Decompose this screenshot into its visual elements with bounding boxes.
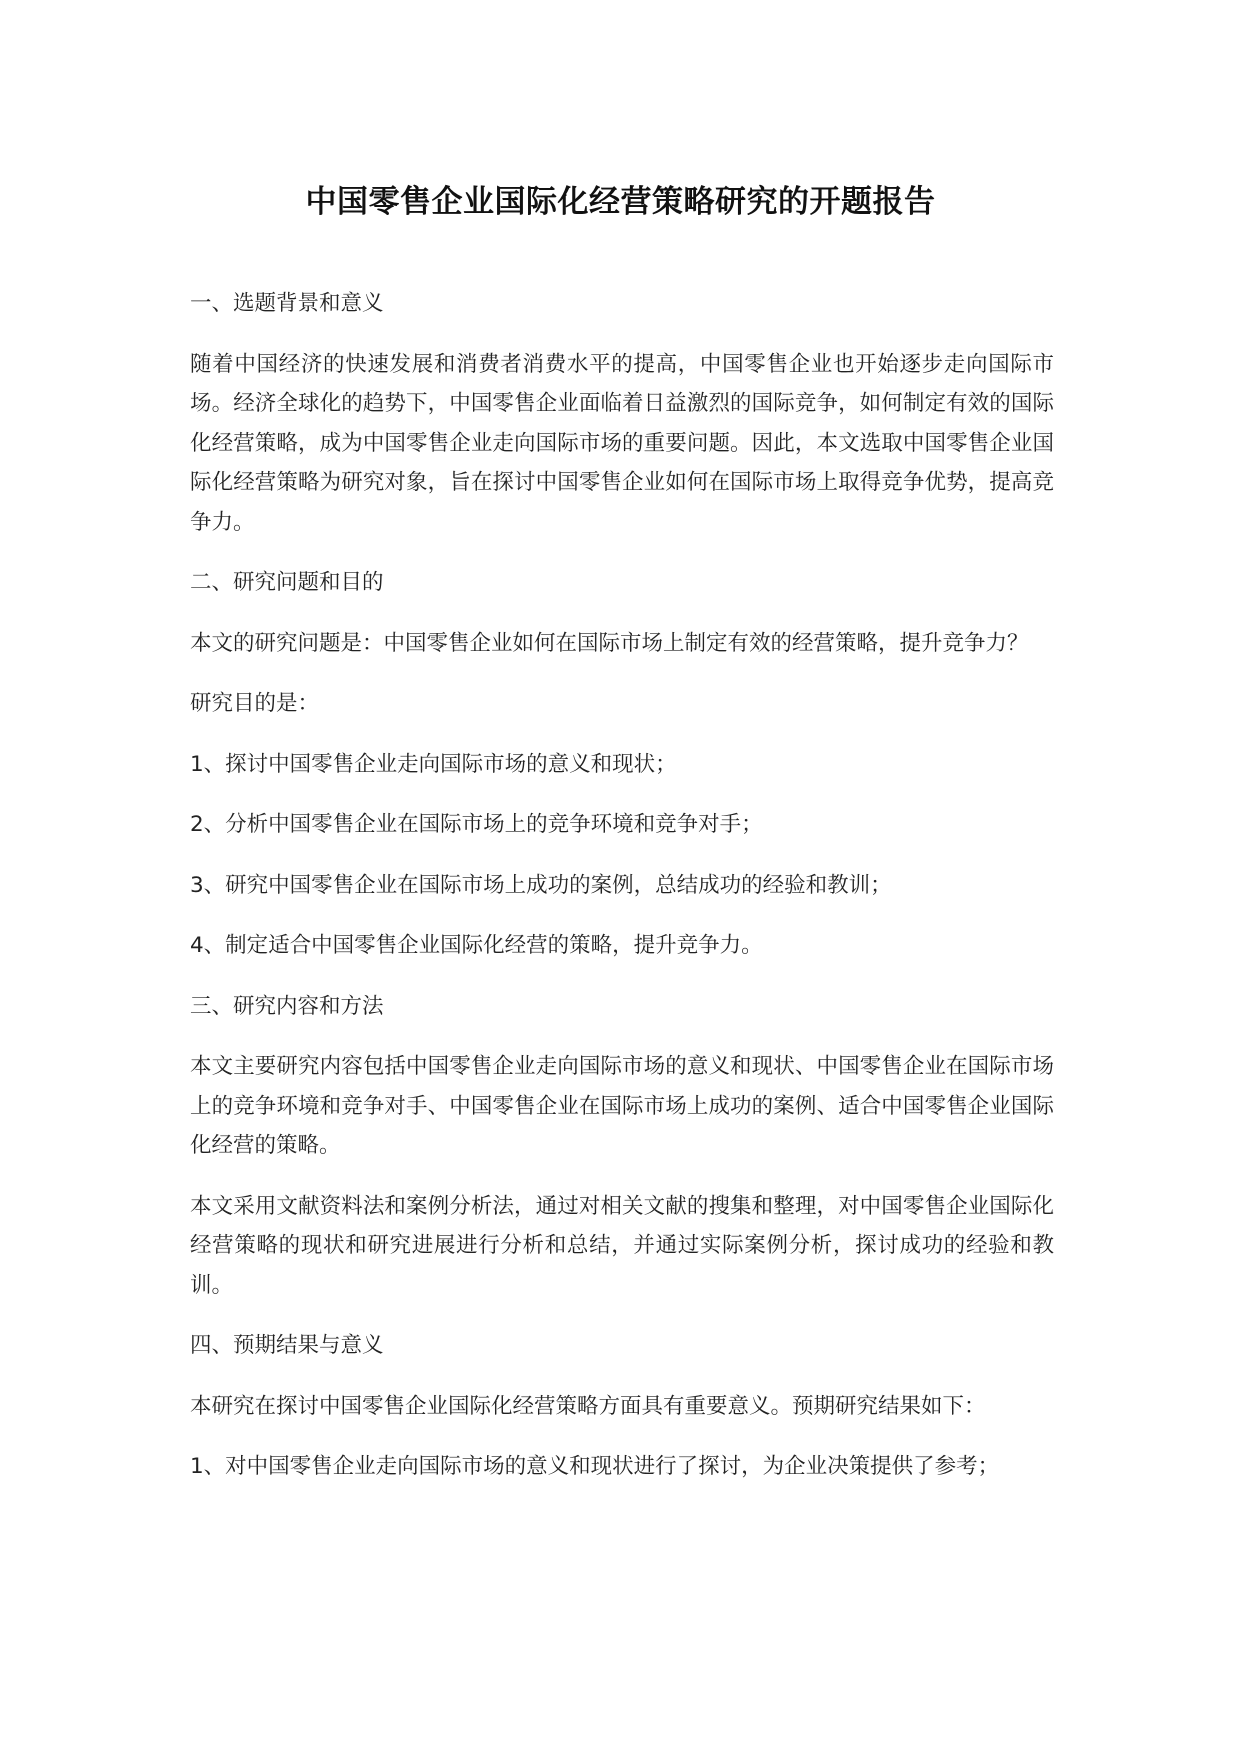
section-heading-questions: 二、研究问题和目的 [190,570,384,595]
paragraph-content: 本文主要研究内容包括中国零售企业走向国际市场的意义和现状、中国零售企业在国际市场上的竞争环境和竞争对手、中国零售企业在国际市场上成功的案例、适合中国零售企业国际化经营的策略。 [190,1054,1054,1158]
paragraph-method: 本文采用文献资料法和案例分析法，通过对相关文献的搜集和整理，对中国零售企业国际化经营策略的现状和研究进展进行分析和总结，并通过实际案例分析，探讨成功的经验和教训。 [190,1193,1054,1298]
paragraph-research-question: 本文的研究问题是：中国零售企业如何在国际市场上制定有效的经营策略，提升竞争力？ [190,630,1029,656]
list-item-result-1: 1、对中国零售企业走向国际市场的意义和现状进行了探讨，为企业决策提供了参考； [190,1454,1000,1479]
section-heading-expected-results: 四、预期结果与意义 [190,1333,384,1358]
paragraph-expected-results: 本研究在探讨中国零售企业国际化经营策略方面具有重要意义。预期研究结果如下： [190,1393,986,1419]
list-item-purpose-2: 2、分析中国零售企业在国际市场上的竞争环境和竞争对手； [190,812,763,837]
paragraph-background: 随着中国经济的快速发展和消费者消费水平的提高，中国零售企业也开始逐步走向国际市场。经济全球化的趋势下，中国零售企业面临着日益激烈的国际竞争，如何制定有效的国际化经营策略，成为中国零售企业走向国际市场的重要问题。因此，本文选取中国零售企业国际化经营策略为研究对象，旨在探讨中国零售企业如何在国际市场上取得竞争优势，提高竞争力。 [190,351,1054,535]
list-item-purpose-4: 4、制定适合中国零售企业国际化经营的策略，提升竞争力。 [190,933,763,958]
section-heading-content-method: 三、研究内容和方法 [190,993,384,1019]
document-title: 中国零售企业国际化经营策略研究的开题报告 [305,184,936,220]
list-item-purpose-3: 3、研究中国零售企业在国际市场上成功的案例，总结成功的经验和教训； [190,872,892,898]
paragraph-research-purpose: 研究目的是： [190,691,320,716]
document-body [190,284,1054,1508]
list-item-purpose-1: 1、探讨中国零售企业走向国际市场的意义和现状； [190,751,677,777]
section-heading-background: 一、选题背景和意义 [190,291,384,316]
